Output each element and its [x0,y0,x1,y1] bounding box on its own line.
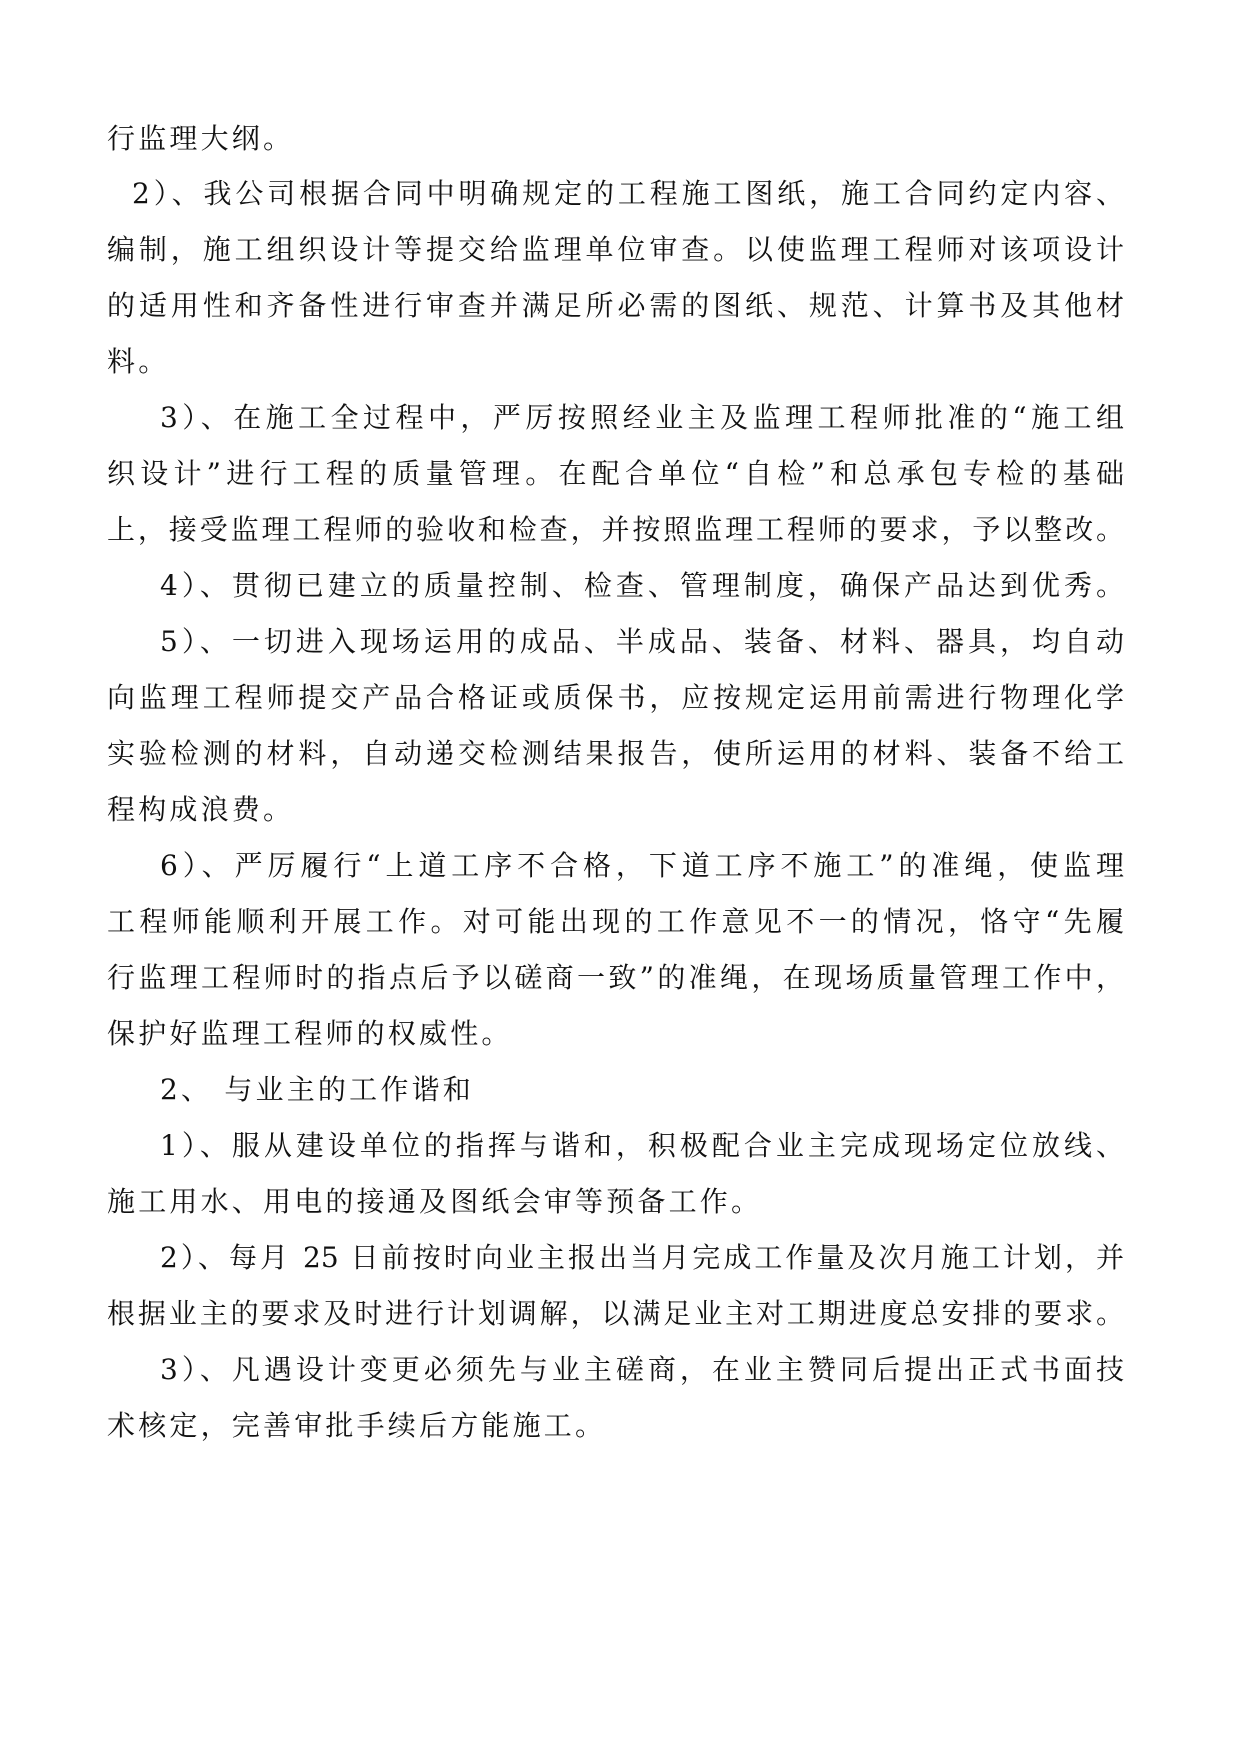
paragraph-line: 2）、我公司根据合同中明确规定的工程施工图纸，施工合同约定内容、 [132,177,1124,210]
paragraph-line: 的适用性和齐备性进行审查并满足所必需的图纸、规范、计算书及其他材 [107,289,1124,322]
section-heading: 2、 与业主的工作谐和 [160,1073,474,1106]
paragraph-line: 向监理工程师提交产品合格证或质保书，应按规定运用前需进行物理化学 [107,681,1124,714]
paragraph-line: 施工用水、用电的接通及图纸会审等预备工作。 [107,1185,763,1218]
paragraph-line: 实验检测的材料，自动递交检测结果报告，使所运用的材料、装备不给工 [107,737,1124,770]
text-line: 行监理大纲。 [107,122,295,155]
paragraph-line: 3）、在施工全过程中，严厉按照经业主及监理工程师批准的“施工组 [160,401,1124,434]
paragraph-line: 5）、一切进入现场运用的成品、半成品、装备、材料、器具，均自动 [160,625,1124,658]
paragraph-line: 料。 [107,345,170,378]
paragraph-line: 术核定，完善审批手续后方能施工。 [107,1409,607,1442]
paragraph-line: 行监理工程师时的指点后予以磋商一致”的准绳，在现场质量管理工作中， [107,961,1124,994]
paragraph-line: 程构成浪费。 [107,793,295,826]
paragraph-line: 6）、严厉履行“上道工序不合格，下道工序不施工”的准绳，使监理 [160,849,1124,882]
paragraph-line: 3）、凡遇设计变更必须先与业主磋商，在业主赞同后提出正式书面技 [160,1353,1124,1386]
paragraph-line: 4）、贯彻已建立的质量控制、检查、管理制度，确保产品达到优秀。 [160,569,1124,602]
paragraph-line: 工程师能顺利开展工作。对可能出现的工作意见不一的情况，恪守“先履 [107,905,1124,938]
paragraph-line: 2）、每月 25 日前按时向业主报出当月完成工作量及次月施工计划，并 [160,1241,1124,1274]
paragraph-line: 编制，施工组织设计等提交给监理单位审查。以使监理工程师对该项设计 [107,233,1124,266]
paragraph-line: 根据业主的要求及时进行计划调解，以满足业主对工期进度总安排的要求。 [107,1297,1124,1330]
paragraph-line: 上，接受监理工程师的验收和检查，并按照监理工程师的要求，予以整改。 [107,513,1124,546]
paragraph-line: 保护好监理工程师的权威性。 [107,1017,513,1050]
paragraph-line: 织设计”进行工程的质量管理。在配合单位“自检”和总承包专检的基础 [107,457,1124,490]
paragraph-line: 1）、服从建设单位的指挥与谐和，积极配合业主完成现场定位放线、 [160,1129,1124,1162]
